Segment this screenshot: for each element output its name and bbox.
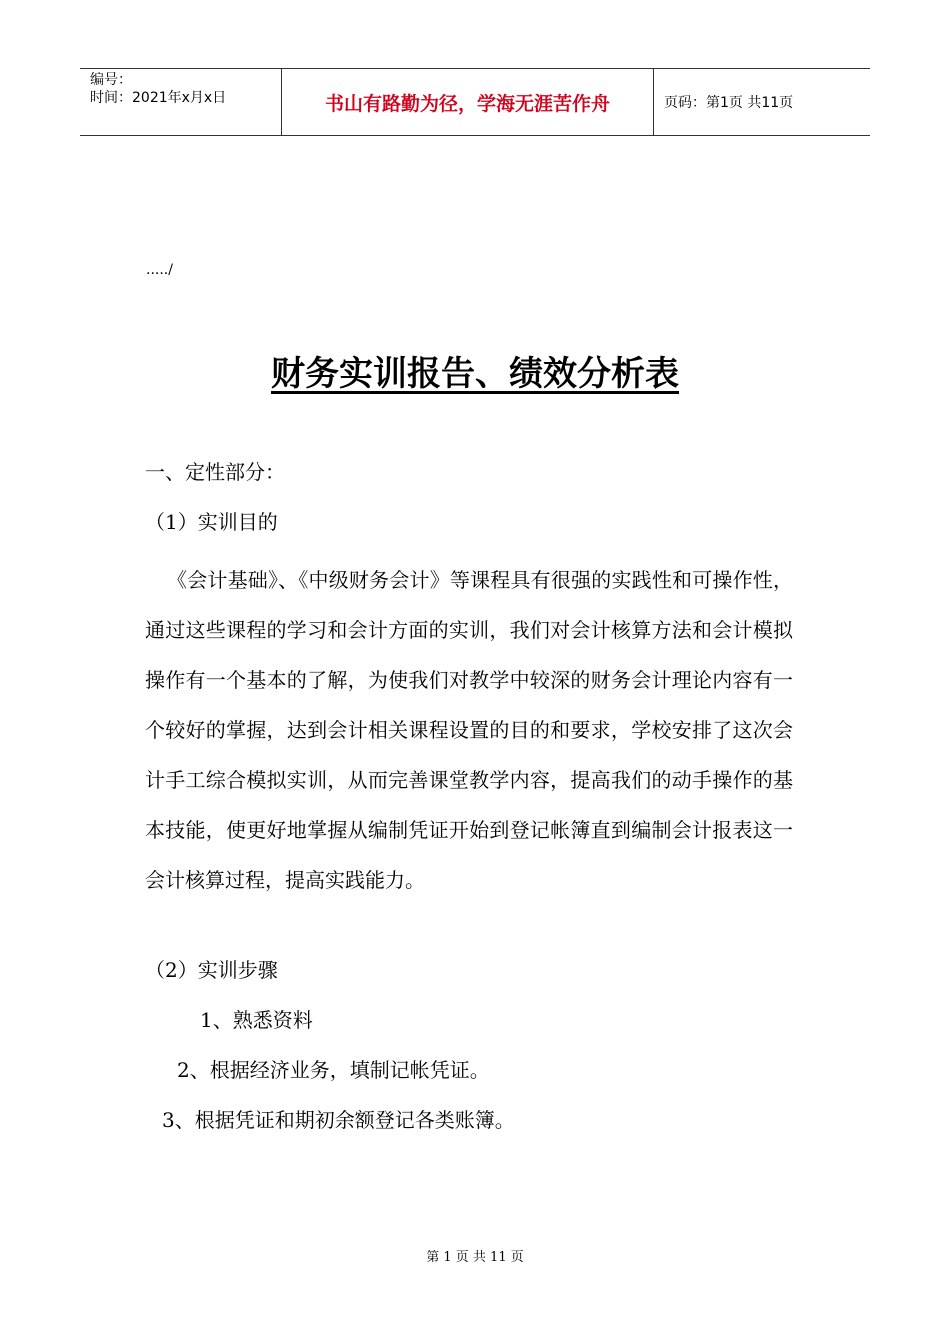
purpose-paragraph: 《会计基础》、《中级财务会计》等课程具有很强的实践性和可操作性，通过这些课程的学习和会计方面的实训，我们对会计核算方法和会计模拟操作有一个基本的了解，为使我们对教学中较深的财务会计理论内容有一个较好的掌握，达到会计相关课程设置的目的和要求，学校安排了这次会计手工综合模拟实训，从而完善课堂教学内容，提高我们的动手操作的基本技能，使更好地掌握从编制凭证开始到登记帐簿直到编制会计报表这一会计核算过程，提高实践能力。	[145, 568, 793, 892]
page-info: 页码：第1页 共11页	[664, 95, 794, 111]
number-label: 编号：	[90, 72, 132, 88]
step-item-1: 1、熟悉资料	[200, 1008, 313, 1032]
header-meta-cell	[80, 69, 282, 135]
section-heading-1: 一、定性部分：	[145, 460, 285, 484]
document-title-text: 财务实训报告、绩效分析表	[271, 354, 679, 394]
header-page-cell	[654, 69, 870, 135]
step-item-2: 2、根据经济业务，填制记帐凭证。	[177, 1058, 490, 1082]
header-table	[80, 68, 870, 136]
time-label: 时间：2021年x月x日	[90, 90, 227, 106]
subheading-purpose: （1）实训目的	[145, 510, 278, 534]
page-footer: 第 1 页 共 11 页	[426, 1250, 524, 1265]
document-title	[0, 346, 950, 395]
dots-marker: ...../	[146, 262, 173, 278]
motto-text: 书山有路勤为径，学海无涯苦作舟	[324, 92, 610, 115]
header-motto-cell	[282, 69, 654, 135]
subheading-steps: （2）实训步骤	[145, 958, 278, 982]
step-item-3: 3、根据凭证和期初余额登记各类账簿。	[162, 1108, 515, 1132]
